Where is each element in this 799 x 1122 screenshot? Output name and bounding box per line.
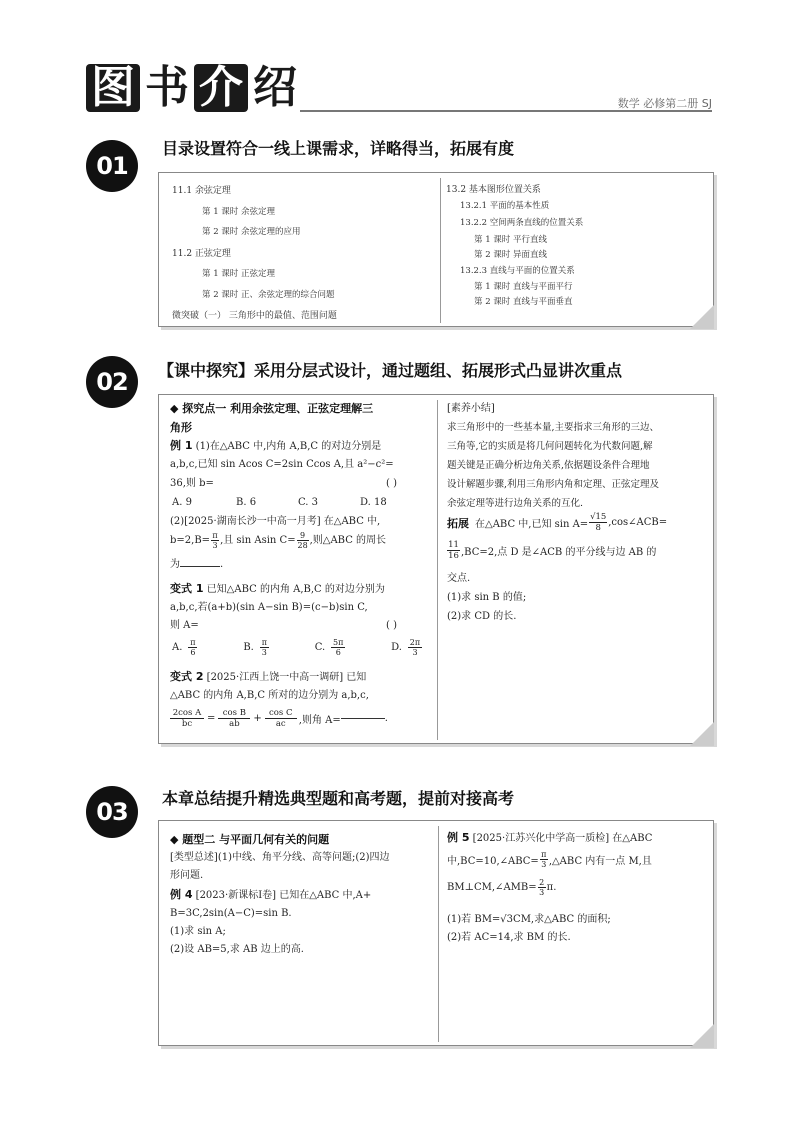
option — [172, 638, 197, 657]
example-4-label: 例 4 — [170, 888, 193, 901]
example-1-text: a,b,c,已知 sin Acos C=2sin Ccos A,且 a²−c²= — [170, 459, 394, 470]
section-01-divider — [440, 178, 441, 323]
period-mark: . — [220, 559, 224, 570]
header-char-1: 图 — [86, 64, 140, 112]
extension-line — [447, 512, 667, 533]
answer-blank[interactable] — [180, 566, 220, 567]
example-5-label: 例 5 — [447, 831, 470, 844]
toc-lesson: 第 2 课时 余弦定理的应用 — [202, 227, 301, 237]
fraction-numerator: 9 — [300, 531, 306, 540]
equals-sign: = — [207, 713, 216, 724]
extension-label: 拓展 — [447, 516, 469, 530]
fraction — [211, 531, 219, 550]
section-01-badge: 01 — [86, 140, 138, 192]
section-03-divider — [438, 826, 439, 1042]
option-letter: C. — [314, 642, 326, 653]
extension-line — [447, 540, 656, 561]
type-summary-text: (1)中线、角平分线、高等问题;(2)四边 — [217, 852, 390, 863]
fraction-denominator: 28 — [297, 541, 308, 550]
fraction-numerator: cos B — [222, 708, 246, 718]
variant-1-options — [172, 638, 422, 657]
toc-subchapter: 13.2.1 平面的基本性质 — [460, 201, 550, 211]
fraction-denominator: ab — [229, 719, 240, 729]
fraction-denominator: 3 — [212, 541, 218, 550]
answer-paren: ( ) — [386, 620, 397, 631]
fraction — [331, 638, 345, 657]
summary-text: 求三角形中的一些基本量,主要指求三角形的三边、 — [447, 422, 660, 433]
example-5-formula — [447, 850, 652, 869]
fraction-numerator: 2π — [409, 638, 421, 647]
option: B. 6 — [236, 497, 257, 508]
example-1-text: 36,则 b= — [170, 478, 214, 489]
example-4-line — [170, 886, 371, 905]
summary-text: 设计解题步骤,利用三角形内角和定理、正弦定理及 — [447, 479, 660, 490]
example-4-text: [2023·新课标Ⅰ卷] 已知在△ABC 中,A+ — [195, 890, 372, 901]
option — [243, 638, 269, 657]
toc-chapter: 13.2 基本图形位置关系 — [446, 185, 541, 195]
fraction-denominator: bc — [181, 719, 193, 729]
fraction — [188, 638, 197, 657]
option-letter: D. — [391, 642, 402, 653]
example-4-question: (2)设 AB=5,求 AB 边上的高. — [170, 944, 304, 955]
formula-text: 为 — [170, 559, 180, 570]
section-02-badge: 02 — [86, 356, 138, 408]
variant-1-text: a,b,c,若(a+b)(sin A−sin B)=(c−b)sin C, — [170, 602, 368, 613]
variant-2-text: [2025·江西上饶一中高一调研] 已知 — [206, 672, 367, 683]
period-mark: . — [384, 713, 388, 724]
section-03-badge: 03 — [86, 786, 138, 838]
toc-subchapter: 13.2.2 空间两条直线的位置关系 — [460, 218, 584, 228]
example-1-label: 例 1 — [170, 439, 193, 452]
section-03-title: 本章总结提升精选典型题和高考题，提前对接高考 — [162, 789, 515, 808]
formula-text: ,且 sin Asin C= — [220, 534, 296, 546]
example-5-question: (2)若 AC=14,求 BM 的长. — [447, 932, 571, 943]
example-1-part2-formula — [170, 531, 386, 550]
option: A. 9 — [172, 497, 192, 508]
section-02-divider — [437, 400, 438, 740]
fraction-numerator: √15 — [590, 512, 607, 522]
fraction-numerator: π — [541, 850, 547, 859]
explore-heading-cont: 角形 — [170, 421, 192, 434]
plus-sign: + — [253, 713, 262, 724]
fraction-denominator: 16 — [448, 551, 459, 561]
fraction-numerator: 11 — [448, 540, 459, 550]
variant-2-text: △ABC 的内角 A,B,C 所对的边分别为 a,b,c, — [170, 690, 369, 701]
fraction-denominator: 3 — [539, 888, 545, 897]
example-5-question: (1)若 BM=√3CM,求△ABC 的面积; — [447, 914, 611, 925]
extension-question: (1)求 sin B 的值; — [447, 592, 527, 603]
header-char-2: 书 — [145, 62, 189, 113]
header-subtitle: 数学 必修第二册 SJ — [617, 97, 712, 110]
fraction — [265, 708, 297, 729]
option-letter: B. — [243, 642, 254, 653]
explore-heading: ◆ 探究点一 利用余弦定理、正弦定理解三 — [170, 402, 374, 415]
header-title — [86, 64, 302, 112]
example-5-formula — [447, 878, 556, 897]
summary-label: [素养小结] — [447, 403, 495, 414]
type-summary-label: [类型总述] — [170, 852, 218, 863]
extension-question: (2)求 CD 的长. — [447, 611, 517, 622]
page-fold-corner — [690, 305, 714, 329]
fraction — [408, 638, 422, 657]
example-4-text: B=3C,2sin(A−C)=sin B. — [170, 908, 292, 919]
extension-text: 交点. — [447, 573, 471, 584]
answer-paren: ( ) — [386, 478, 397, 489]
extension-text: ,cos∠ACB= — [608, 517, 668, 528]
example-1-line — [170, 437, 381, 456]
extension-text: ,BC=2,点 D 是∠ACB 的平分线与边 AB 的 — [461, 547, 657, 558]
formula-text: b=2,B= — [170, 534, 211, 546]
type-summary-line — [170, 849, 390, 867]
formula-text: ,则角 A= — [298, 715, 341, 726]
summary-text: 三角等,它的实质是将几何问题转化为代数问题,解 — [447, 441, 653, 452]
fraction — [297, 531, 309, 550]
fraction-denominator: 3 — [261, 648, 267, 657]
toc-lesson: 第 1 课时 余弦定理 — [202, 207, 276, 217]
variant-2-formula — [170, 708, 388, 729]
example-1-part2: (2)[2025·湖南长沙一中高一月考] 在△ABC 中, — [170, 516, 381, 527]
variant-1-label: 变式 1 — [170, 582, 204, 595]
option: D. 18 — [360, 497, 387, 508]
toc-lesson: 第 1 课时 直线与平面平行 — [474, 282, 573, 292]
variant-2-label: 变式 2 — [170, 670, 204, 683]
example-1-part2-end — [170, 556, 223, 574]
fraction-numerator: π — [190, 638, 196, 647]
fraction — [447, 540, 460, 561]
example-5-text: π. — [546, 882, 557, 893]
fraction-numerator: 5π — [333, 638, 344, 647]
fraction-denominator: 6 — [190, 648, 196, 657]
answer-blank[interactable] — [341, 718, 385, 719]
fraction — [538, 878, 546, 897]
option-letter: A. — [172, 642, 183, 653]
topic-heading: ◆ 题型二 与平面几何有关的问题 — [170, 833, 330, 846]
fraction-denominator: 8 — [595, 523, 601, 533]
toc-subchapter: 13.2.3 直线与平面的位置关系 — [460, 266, 575, 276]
fraction-denominator: 6 — [335, 648, 341, 657]
fraction — [589, 512, 607, 533]
header-char-3: 介 — [194, 64, 248, 112]
option — [315, 638, 345, 657]
toc-lesson: 第 2 课时 异面直线 — [474, 250, 548, 260]
variant-1-text: 已知△ABC 的内角 A,B,C 的对边分别为 — [206, 584, 385, 595]
example-5-line — [447, 829, 652, 848]
variant-1-text: 则 A= — [170, 620, 199, 631]
fraction — [218, 708, 250, 729]
fraction-numerator: π — [261, 638, 267, 647]
variant-1-line — [170, 580, 385, 599]
fraction-numerator: 2cos A — [172, 708, 202, 718]
header-char-4: 绍 — [253, 62, 297, 113]
fraction-denominator: ac — [275, 719, 286, 729]
toc-chapter: 微突破（一） 三角形中的最值、范围问题 — [172, 311, 337, 321]
fraction-denominator: 3 — [412, 648, 418, 657]
fraction-numerator: 2 — [539, 878, 545, 887]
summary-text: 余弦定理等进行边角关系的互化. — [447, 498, 584, 509]
option: C. 3 — [298, 497, 319, 508]
example-5-text: BM⊥CM,∠AMB= — [447, 882, 537, 893]
section-01-title: 目录设置符合一线上课需求，详略得当，拓展有度 — [162, 139, 515, 158]
toc-lesson: 第 2 课时 直线与平面垂直 — [474, 297, 573, 307]
option — [391, 638, 422, 657]
type-summary-text: 形问题. — [170, 870, 204, 881]
formula-text: ,则△ABC 的周长 — [309, 534, 387, 546]
example-1-text: (1)在△ABC 中,内角 A,B,C 的对边分别是 — [195, 441, 382, 452]
fraction — [170, 708, 204, 729]
summary-text: 题关键是正确分析边角关系,依据题设条件合理地 — [447, 460, 650, 471]
example-5-text: [2025·江苏兴化中学高一质检] 在△ABC — [472, 833, 653, 844]
example-4-question: (1)求 sin A; — [170, 926, 226, 937]
section-01-panel — [158, 172, 714, 327]
example-5-text: ,△ABC 内有一点 M,且 — [548, 856, 652, 867]
fraction-numerator: cos C — [269, 708, 293, 718]
extension-text: 在△ABC 中,已知 sin A= — [475, 519, 589, 530]
toc-lesson: 第 1 课时 正弦定理 — [202, 269, 276, 279]
fraction — [540, 850, 548, 869]
page-fold-corner — [690, 1024, 714, 1048]
toc-lesson: 第 1 课时 平行直线 — [474, 235, 548, 245]
fraction-numerator: π — [212, 531, 218, 540]
variant-2-line — [170, 668, 366, 687]
page-fold-corner — [690, 722, 714, 746]
fraction-denominator: 3 — [541, 860, 547, 869]
toc-chapter: 11.2 正弦定理 — [172, 249, 231, 259]
toc-chapter: 11.1 余弦定理 — [172, 186, 231, 196]
toc-lesson: 第 2 课时 正、余弦定理的综合问题 — [202, 290, 335, 300]
example-5-text: 中,BC=10,∠ABC= — [447, 856, 539, 867]
fraction — [260, 638, 269, 657]
section-02-title: 【课中探究】采用分层式设计，通过题组、拓展形式凸显讲次重点 — [158, 361, 623, 380]
